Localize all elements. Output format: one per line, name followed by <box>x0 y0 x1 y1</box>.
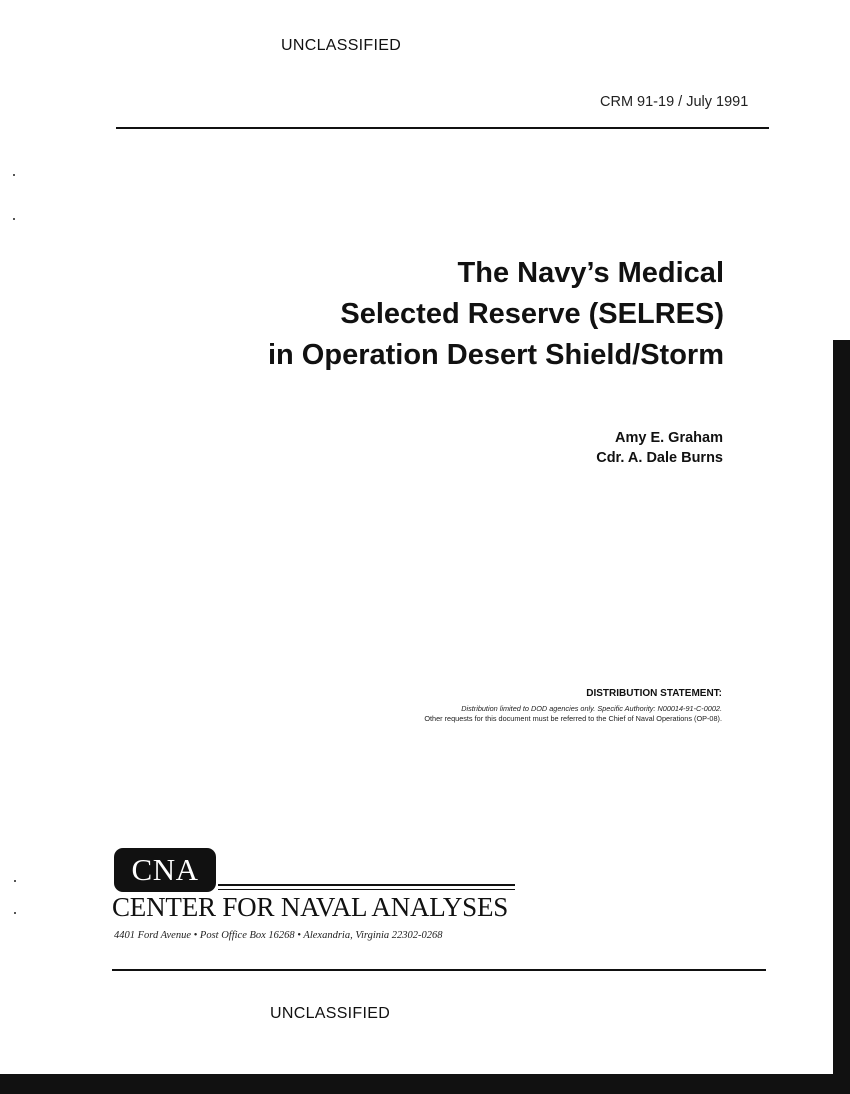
logo-rule-thick <box>218 884 515 886</box>
organization-name: CENTER FOR NAVAL ANALYSES <box>112 892 509 922</box>
distribution-statement-line-1: Distribution limited to DOD agencies only. Specific Authority: N00014-91-C-0002. <box>461 704 722 713</box>
classification-marking-bottom: UNCLASSIFIED <box>270 1005 391 1022</box>
distribution-statement-heading: DISTRIBUTION STATEMENT: <box>586 688 722 699</box>
title-line-1: The Navy’s Medical <box>457 257 724 289</box>
cna-logo: CNA <box>114 848 216 892</box>
scan-speck <box>14 912 16 914</box>
author-2: Cdr. A. Dale Burns <box>596 450 723 466</box>
author-1: Amy E. Graham <box>615 430 723 446</box>
classification-marking-top: UNCLASSIFIED <box>281 37 402 54</box>
organization-address: 4401 Ford Avenue • Post Office Box 16268 • Alexandria, Virginia 22302-0268 <box>114 930 443 941</box>
scan-edge-shadow-right <box>833 340 850 1094</box>
title-line-3: in Operation Desert Shield/Storm <box>267 339 724 371</box>
footer-divider <box>112 969 766 971</box>
scan-speck <box>13 174 15 176</box>
report-number-date: CRM 91-19 / July 1991 <box>600 94 749 110</box>
scan-edge-shadow-bottom <box>0 1074 850 1094</box>
scan-speck <box>14 880 16 882</box>
distribution-statement-line-2: Other requests for this document must be referred to the Chief of Naval Operations (OP-08). <box>424 714 722 723</box>
scan-speck <box>13 218 15 220</box>
logo-rule-thin <box>218 889 515 890</box>
header-divider <box>116 127 769 129</box>
title-line-2: Selected Reserve (SELRES) <box>340 298 724 330</box>
